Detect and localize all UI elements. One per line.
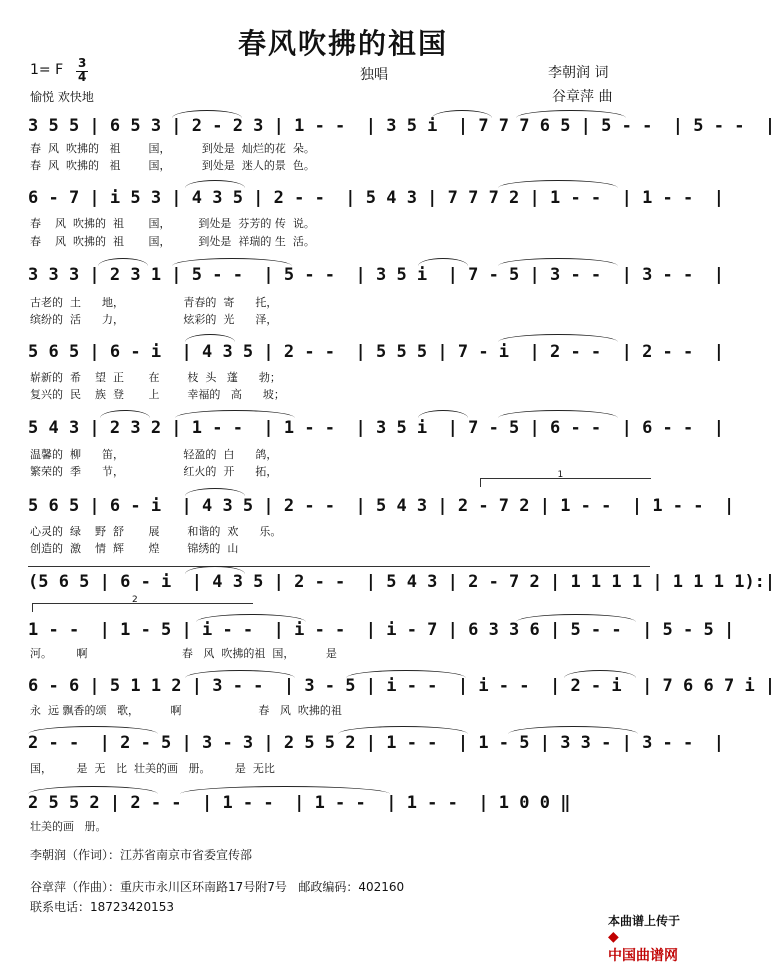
system-notes: 3 3 3 | 2 3 1 | 5 - - | 5 - - | 3 5 i | 7 - 5 | 3 - - | 3 - - | (28, 265, 724, 285)
lyric-verse-2: 复兴的 民 族 登 上 幸福的 高 坡； (30, 388, 285, 401)
time-signature-top: 3 (78, 56, 87, 70)
system-notes: 6 - 7 | i 5 3 | 4 3 5 | 2 - - | 5 4 3 | 7 7 7 2 | 1 - - | 1 - - | (28, 188, 724, 208)
tempo-marking: 愉悦 欢快地 (30, 90, 94, 104)
lyric-verse-1: 河。 啊 春 风 吹拂的祖 国， 是 (30, 647, 337, 660)
performance-type: 独唱 (360, 67, 388, 83)
lyric-verse-1: 心灵的 绿 野 舒 展 和谐的 欢 乐。 (30, 525, 282, 538)
system-notes: 5 6 5 | 6 - i | 4 3 5 | 2 - - | 5 4 3 | 2 - 7 2 | 1 - - | 1 - - | (28, 496, 735, 516)
system-notes: 5 4 3 | 2 3 2 | 1 - - | 1 - - | 3 5 i | 7 - 5 | 6 - - | 6 - - | (28, 418, 724, 438)
volta-1: 1 (480, 478, 651, 487)
lyric-verse-2: 创造的 激 情 辉 煌 锦绣的 山 (30, 542, 239, 555)
composer-credit: 谷章萍 曲 (552, 89, 613, 105)
lyric-verse-1: 永 远 飘香的颂 歌， 啊 春 风 吹拂的祖 (30, 704, 342, 717)
lyric-verse-1: 春 风 吹拂的 祖 国， 到处是 灿烂的花 朵。 (30, 142, 315, 155)
lyric-verse-1: 国， 是 无 比 壮美的画 册。 是 无比 (30, 762, 275, 775)
system-notes: (5 6 5 | 6 - i | 4 3 5 | 2 - - | 5 4 3 | 2 - 7 2 | 1 1 1 1 | 1 1 1 1):| (28, 572, 775, 592)
lyric-verse-2: 缤纷的 活 力， 炫彩的 光 泽， (30, 313, 278, 326)
watermark (600, 898, 680, 965)
score-title: 春风吹拂的祖国 (237, 27, 448, 60)
lyric-verse-1: 温馨的 柳 笛， 轻盈的 白 鸽， (30, 448, 278, 461)
watermark-logo-icon: ◆ (607, 929, 619, 945)
system-notes: 2 5 5 2 | 2 - - | 1 - - | 1 - - | 1 - - | 1 0 0 ‖ (28, 793, 571, 813)
key-signature: 1= F (30, 62, 64, 78)
lyric-verse-1: 崭新的 希 望 正 在 枝 头 蓬 勃； (30, 371, 281, 384)
lyric-verse-1: 古老的 土 地， 青春的 寄 托， (30, 296, 278, 309)
credit-composer-address: 谷章萍（作曲）：重庆市永川区环南路17号附7号 邮政编码：402160 (30, 880, 405, 894)
system-notes: 2 - - | 2 - 5 | 3 - 3 | 2 5 5 2 | 1 - - | 1 - 5 | 3 3 - | 3 - - | (28, 733, 724, 753)
lyric-verse-2: 繁荣的 季 节， 红火的 开 拓， (30, 465, 278, 478)
system-notes: 3 5 5 | 6 5 3 | 2 - 2 3 | 1 - - | 3 5 i | 7 7 7 6 5 | 5 - - | 5 - - | (28, 116, 775, 136)
system-notes: 5 6 5 | 6 - i | 4 3 5 | 2 - - | 5 5 5 | 7 - i | 2 - - | 2 - - | (28, 342, 724, 362)
lyricist-credit: 李朝润 词 (548, 65, 609, 81)
lyric-verse-2: 春 风 吹拂的 祖 国， 到处是 迷人的景 色。 (30, 159, 315, 172)
lyric-verse-1: 壮美的画 册。 (30, 820, 107, 833)
credit-lyricist-address: 李朝润（作词）：江苏省南京市省委宣传部 (30, 848, 253, 862)
credit-phone: 联系电话：18723420153 (30, 900, 174, 914)
lyric-verse-2: 春 风 吹拂的 祖 国， 到处是 祥瑞的 生 活。 (30, 235, 315, 248)
volta-2: 2 (32, 603, 253, 612)
system-notes: 6 - 6 | 5 1 1 2 | 3 - - | 3 - 5 | i - - | i - - | 2 - i | 7 6 6 7 i | (28, 676, 775, 696)
system-notes: 1 - - | 1 - 5 | i - - | i - - | i - 7 | 6 3 3 6 | 5 - - | 5 - 5 | (28, 620, 735, 640)
lyric-verse-1: 春 风 吹拂的 祖 国， 到处是 芬芳的 传 说。 (30, 217, 315, 230)
watermark-logo-text: 中国曲谱网 (607, 948, 678, 964)
watermark-text: 本曲谱上传于 (607, 914, 680, 928)
time-signature-bottom: 4 (78, 70, 87, 84)
